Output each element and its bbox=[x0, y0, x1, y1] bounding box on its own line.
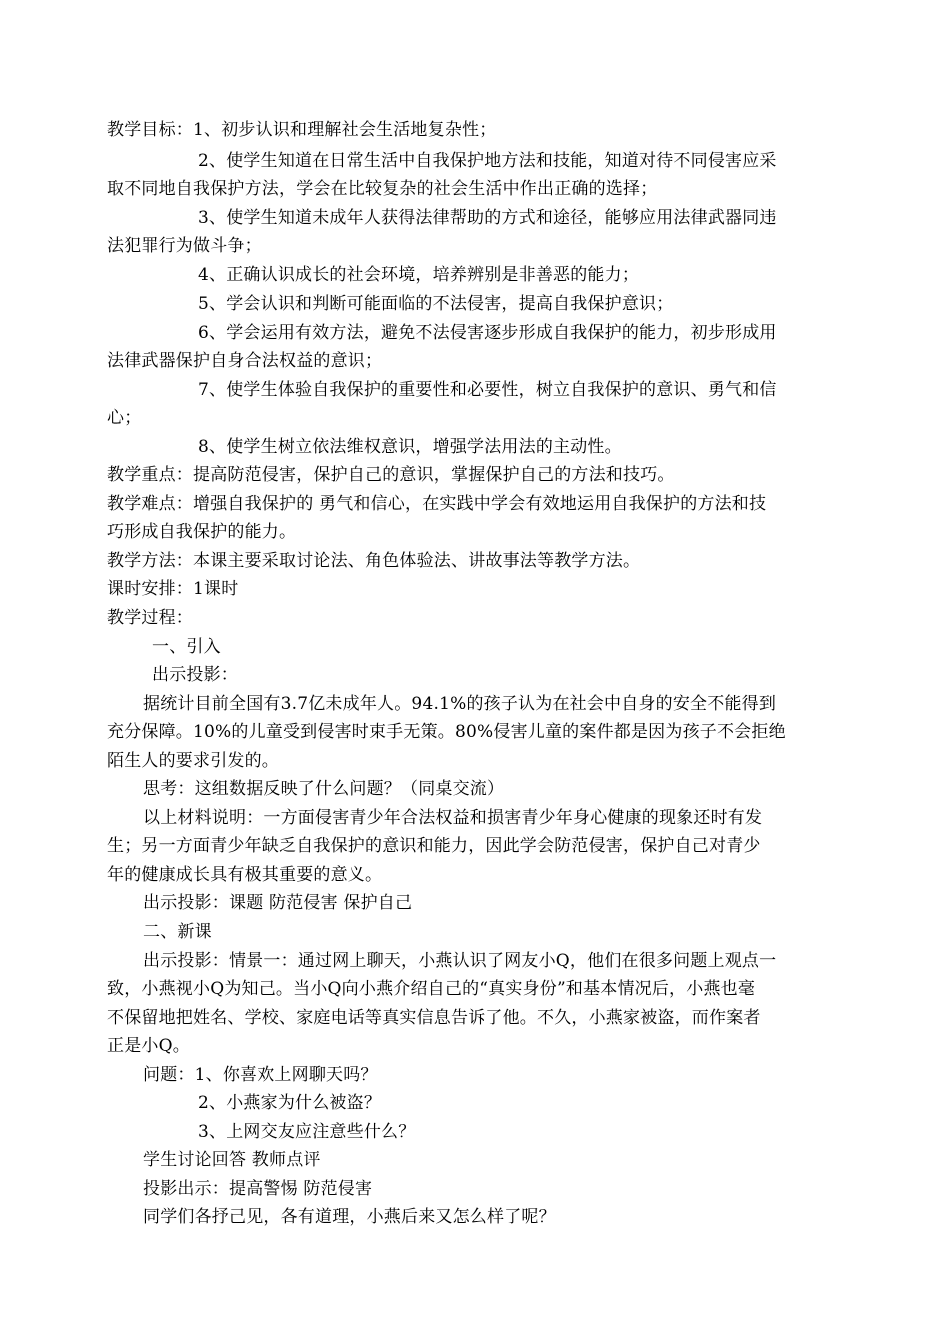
objective-5-line: 5、学会认识和判断可能面临的不法侵害，提高自我保护意识； bbox=[198, 294, 674, 314]
thinking-question-line: 思考：这组数据反映了什么问题？（同桌交流） bbox=[143, 779, 505, 799]
difficulties-line-1: 教学难点：增强自我保护的 勇气和信心，在实践中学会有效地运用自我保护的方法和技 bbox=[107, 494, 767, 514]
objective-2-line-2: 取不同地自我保护方法，学会在比较复杂的社会生活中作出正确的选择； bbox=[107, 179, 658, 199]
topic-projection-line: 出示投影：课题 防范侵害 保护自己 bbox=[143, 893, 413, 913]
material-explanation-line-3: 年的健康成长具有极其重要的意义。 bbox=[107, 865, 383, 885]
key-points-line: 教学重点：提高防范侵害，保护自己的意识，掌握保护自己的方法和技巧。 bbox=[107, 465, 675, 485]
objective-3-line-2: 法犯罪行为做斗争； bbox=[107, 236, 262, 256]
statistics-line-3: 陌生人的要求引发的。 bbox=[107, 751, 279, 771]
process-heading: 教学过程： bbox=[107, 608, 193, 628]
scenario-line-3: 不保留地把姓名、学校、家庭电话等真实信息告诉了他。不久，小燕家被盗，而作案者 bbox=[107, 1008, 761, 1028]
objective-6-line-2: 法律武器保护自身合法权益的意识； bbox=[107, 351, 383, 371]
objective-3-line-1: 3、使学生知道未成年人获得法律帮助的方式和途径，能够应用法律武器同违 bbox=[198, 208, 777, 228]
objective-2-line-1: 2、使学生知道在日常生活中自我保护地方法和技能，知道对待不同侵害应采 bbox=[198, 151, 777, 171]
objective-7-line-2: 心； bbox=[107, 408, 142, 428]
section-intro-heading: 一、引入 bbox=[152, 637, 221, 657]
methods-line: 教学方法：本课主要采取讨论法、角色体验法、讲故事法等教学方法。 bbox=[107, 551, 641, 571]
difficulties-line-2: 巧形成自我保护的能力。 bbox=[107, 522, 297, 542]
objectives-heading-line: 教学目标：1、初步认识和理解社会生活地复杂性； bbox=[107, 120, 497, 140]
objective-8-line: 8、使学生树立依法维权意识，增强学法用法的主动性。 bbox=[198, 437, 622, 457]
closing-question-line: 同学们各抒己见，各有道理，小燕后来又怎么样了呢？ bbox=[143, 1207, 556, 1227]
question-1-line: 问题：1、你喜欢上网聊天吗？ bbox=[143, 1065, 378, 1085]
material-explanation-line-2: 生；另一方面青少年缺乏自我保护的意识和能力，因此学会防范侵害，保护自己对青少 bbox=[107, 836, 761, 856]
section-new-lesson-heading: 二、新课 bbox=[143, 922, 212, 942]
statistics-line-2: 充分保障。10%的儿童受到侵害时束手无策。80%侵害儿童的案件都是因为孩子不会拒绝 bbox=[107, 722, 786, 742]
statistics-line-1: 据统计目前全国有3.7亿未成年人。94.1%的孩子认为在社会中自身的安全不能得到 bbox=[143, 694, 777, 714]
scenario-line-1: 出示投影：情景一：通过网上聊天，小燕认识了网友小Q，他们在很多问题上观点一 bbox=[143, 951, 777, 971]
material-explanation-line-1: 以上材料说明：一方面侵害青少年合法权益和损害青少年身心健康的现象还时有发 bbox=[143, 808, 763, 828]
objective-7-line-1: 7、使学生体验自我保护的重要性和必要性，树立自我保护的意识、勇气和信 bbox=[198, 380, 777, 400]
discussion-line: 学生讨论回答 教师点评 bbox=[143, 1150, 321, 1170]
show-projection-line: 出示投影： bbox=[152, 665, 238, 685]
objective-4-line: 4、正确认识成长的社会环境，培养辨别是非善恶的能力； bbox=[198, 265, 640, 285]
objective-6-line-1: 6、学会运用有效方法，避免不法侵害逐步形成自我保护的能力，初步形成用 bbox=[198, 323, 777, 343]
question-2-line: 2、小燕家为什么被盗？ bbox=[198, 1093, 382, 1113]
question-3-line: 3、上网交友应注意些什么？ bbox=[198, 1122, 416, 1142]
scenario-line-2: 致，小燕视小Q为知己。当小Q向小燕介绍自己的“真实身份”和基本情况后，小燕也毫 bbox=[107, 979, 756, 999]
scenario-line-4: 正是小Q。 bbox=[107, 1036, 190, 1056]
schedule-line: 课时安排：1课时 bbox=[107, 579, 239, 599]
alert-projection-line: 投影出示：提高警惕 防范侵害 bbox=[143, 1179, 373, 1199]
